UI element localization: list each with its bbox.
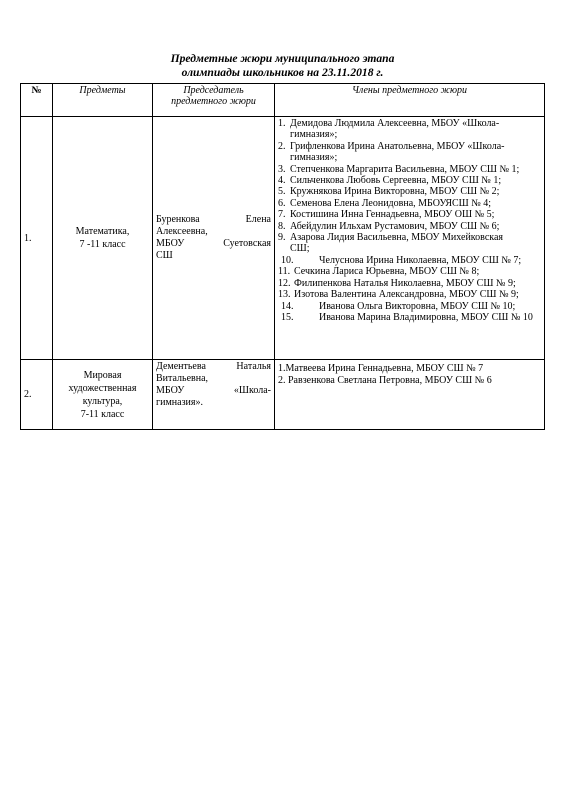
header-chair-line-1: Председатель	[183, 85, 244, 96]
list-item: 13. Изотова Валентина Александровна, МБОУ СШ № 9;	[278, 289, 519, 301]
list-item: 8. Абейдулин Ильхам Рустамович, МБОУ СШ № 6;	[278, 220, 500, 232]
row-members	[275, 117, 545, 360]
header-chair-line-2: предметного жюри	[171, 96, 256, 107]
members-list	[278, 361, 541, 387]
chair-org: Суетовская	[223, 238, 271, 249]
chair-firstname: Елена	[245, 214, 271, 225]
chair-surname: Дементьева	[156, 361, 206, 372]
row-subject	[53, 117, 153, 360]
list-item: 14. Иванова Ольга Викторовна, МБОУ СШ № 10;	[281, 300, 516, 312]
list-item: 12. Филипенкова Наталья Николаевна, МБОУ СШ № 9;	[278, 277, 516, 289]
header-subjects: Предметы	[53, 84, 153, 117]
subject-line: художественная	[68, 382, 137, 394]
subject-line: 7-11 класс	[80, 408, 125, 420]
row-number: 2.	[21, 360, 53, 430]
subject-line: Мировая	[83, 369, 122, 381]
chair-firstname: Наталья	[236, 361, 271, 372]
title-line-1: Предметные жюри муниципального этапа	[170, 52, 395, 65]
chair-org: «Школа-	[233, 385, 271, 396]
row-number: 1.	[21, 117, 53, 360]
document-title	[0, 52, 565, 79]
row-chair	[153, 360, 275, 430]
chair-patronymic: Витальевна,	[156, 373, 209, 384]
subject-line: культура,	[82, 395, 123, 407]
table-row	[21, 360, 545, 430]
members-list	[278, 118, 541, 323]
list-item: 6. Семенова Елена Леонидовна, МБОУЯСШ № 4;	[278, 197, 492, 209]
list-item: 1. Демидова Людмила Алексеевна, МБОУ «Школа- гимназия»;	[278, 118, 500, 141]
list-item: 3. Степченкова Маргарита Васильевна, МБОУ СШ № 1;	[278, 163, 520, 175]
list-item: 4. Сильченкова Любовь Сергеевна, МБОУ СШ № 1;	[278, 175, 502, 187]
list-item: 9. Азарова Лидия Васильевна, МБОУ Михейковская СШ;	[278, 232, 503, 255]
chair-patronymic: Алексеевна,	[156, 226, 208, 237]
list-item: 7. Костишина Инна Геннадьевна, МБОУ ОШ № 5;	[278, 209, 495, 221]
header-members: Члены предметного жюри	[275, 84, 545, 117]
jury-table	[20, 83, 545, 430]
chair-org: СШ	[156, 250, 173, 261]
title-line-2: олимпиады школьников на 23.11.2018 г.	[181, 65, 384, 79]
table-header-row	[21, 84, 545, 117]
chair-surname: Буренкова	[156, 214, 200, 225]
table-row	[21, 117, 545, 360]
header-chair	[153, 84, 275, 117]
subject-line: 7 -11 класс	[79, 239, 126, 250]
list-item: 15. Иванова Марина Владимировна, МБОУ СШ № 10	[281, 311, 533, 323]
row-subject	[53, 360, 153, 430]
row-chair	[153, 117, 275, 360]
row-members	[275, 360, 545, 430]
chair-org: МБОУ	[156, 238, 185, 249]
chair-org: МБОУ	[156, 385, 185, 396]
list-item: 10. Челуснова Ирина Николаевна, МБОУ СШ № 7;	[281, 254, 522, 266]
header-num: №	[21, 84, 53, 117]
list-item: 5. Кружнякова Ирина Викторовна, МБОУ СШ № 2;	[278, 186, 500, 198]
chair-org: гимназия».	[156, 397, 203, 408]
list-item: 1.Матвеева Ирина Геннадьевна, МБОУ СШ № 7	[278, 363, 484, 374]
list-item: 2. Грифленкова Ирина Анатольевна, МБОУ «Школа- гимназия»;	[278, 140, 505, 164]
subject-line: Математика,	[75, 226, 130, 237]
list-item: 11. Сечкина Лариса Юрьевна, МБОУ СШ № 8;	[278, 266, 480, 278]
list-item: 2. Равзенкова Светлана Петровна, МБОУ СШ № 6	[278, 375, 492, 386]
